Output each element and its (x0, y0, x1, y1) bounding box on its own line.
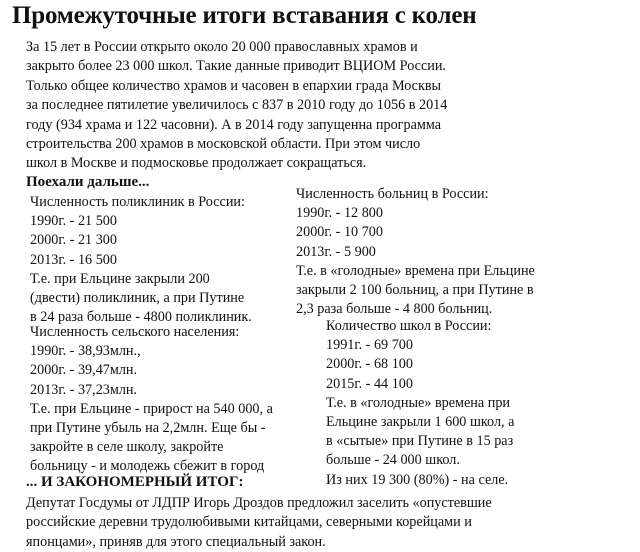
polyclinics-line: 2000г. - 21 300 (30, 232, 117, 249)
hospitals-line: 2013г. - 5 900 (296, 243, 376, 260)
conclusion-line: японцами», приняв для этого специальный закон. (26, 533, 326, 550)
rural-population-line: 2013г. - 37,23млн. (30, 381, 138, 398)
hospitals-line: 2000г. - 10 700 (296, 224, 383, 241)
intro-line: за последнее пятилетие увеличилось с 837 в 2010 году до 1056 в 2014 (26, 97, 448, 114)
rural-population-line: закройте в селе школу, закройте (30, 439, 224, 456)
polyclinics-line: 1990г. - 21 500 (30, 213, 117, 230)
polyclinics-line: Т.е. при Ельцине закрыли 200 (30, 270, 210, 287)
schools-line: Из них 19 300 (80%) - на селе. (326, 471, 509, 488)
schools-line: 2000г. - 68 100 (326, 356, 413, 373)
rural-population-block (30, 323, 320, 477)
conclusion-heading: ... И ЗАКОНОМЕРНЫЙ ИТОГ: (26, 474, 244, 490)
intro-line: году (934 храма и 122 часовни). А в 2014 году запущенна программа (26, 116, 442, 133)
rural-population-line: 2000г. - 39,47млн. (30, 362, 138, 379)
schools-line: в «сытые» при Путине в 15 раз (326, 433, 514, 450)
intro-paragraph (26, 38, 586, 174)
hospitals-line: 1990г. - 12 800 (296, 205, 383, 222)
hospitals-line: Т.е. в «голодные» времена при Ельцине (296, 262, 535, 279)
polyclinics-line: Численность поликлиник в России: (30, 194, 245, 210)
conclusion-paragraph (26, 494, 626, 552)
hospitals-line: 2,3 раза больше - 4 800 больниц. (296, 301, 493, 318)
polyclinics-line: 2013г. - 16 500 (30, 251, 117, 268)
intro-line: строительства 200 храмов в московской области. При этом число (26, 136, 421, 153)
article-title: Промежуточные итоги вставания с колен (12, 2, 477, 29)
intro-line: закрыто более 23 000 школ. Такие данные приводит ВЦИОМ России. (26, 58, 446, 75)
rural-population-line: больницу - и молодежь сбежит в город (30, 458, 265, 475)
schools-line: Ельцине закрыли 1 600 школ, а (326, 414, 515, 431)
section-subheading: Поехали дальше... (26, 174, 150, 190)
schools-line: Т.е. в «голодные» времена при (326, 394, 511, 411)
intro-line: Только общее количество храмов и часовен в епархии града Москвы (26, 77, 442, 94)
hospitals-block (296, 185, 596, 319)
rural-population-line: 1990г. - 38,93млн., (30, 343, 141, 360)
conclusion-line: российские деревни трудолюбивыми китайцами, северными корейцами и (26, 514, 472, 531)
schools-line: больше - 24 000 школ. (326, 452, 460, 469)
schools-line: 1991г. - 69 700 (326, 337, 413, 354)
schools-line: Количество школ в России: (326, 318, 492, 334)
intro-line: За 15 лет в России открыто около 20 000 православных храмов и (26, 39, 418, 55)
schools-block (326, 317, 596, 490)
rural-population-line: при Путине убыль на 2,2млн. Еще бы - (30, 420, 266, 437)
hospitals-line: Численность больниц в России: (296, 186, 489, 202)
hospitals-line: закрыли 2 100 больниц, а при Путине в (296, 282, 534, 299)
polyclinics-block (30, 193, 290, 327)
rural-population-line: Т.е. при Ельцине - прирост на 540 000, а (30, 400, 273, 417)
conclusion-line: Депутат Госдумы от ЛДПР Игорь Дроздов предложил заселить «опустевшие (26, 495, 492, 511)
polyclinics-line: в 24 раза больше - 4800 поликлиник. (30, 309, 252, 326)
rural-population-line: Численность сельского населения: (30, 324, 240, 340)
polyclinics-line: (двести) поликлиник, а при Путине (30, 290, 245, 307)
schools-line: 2015г. - 44 100 (326, 375, 413, 392)
intro-line: школ в Москве и подмосковье продолжает сокращаться. (26, 155, 367, 172)
